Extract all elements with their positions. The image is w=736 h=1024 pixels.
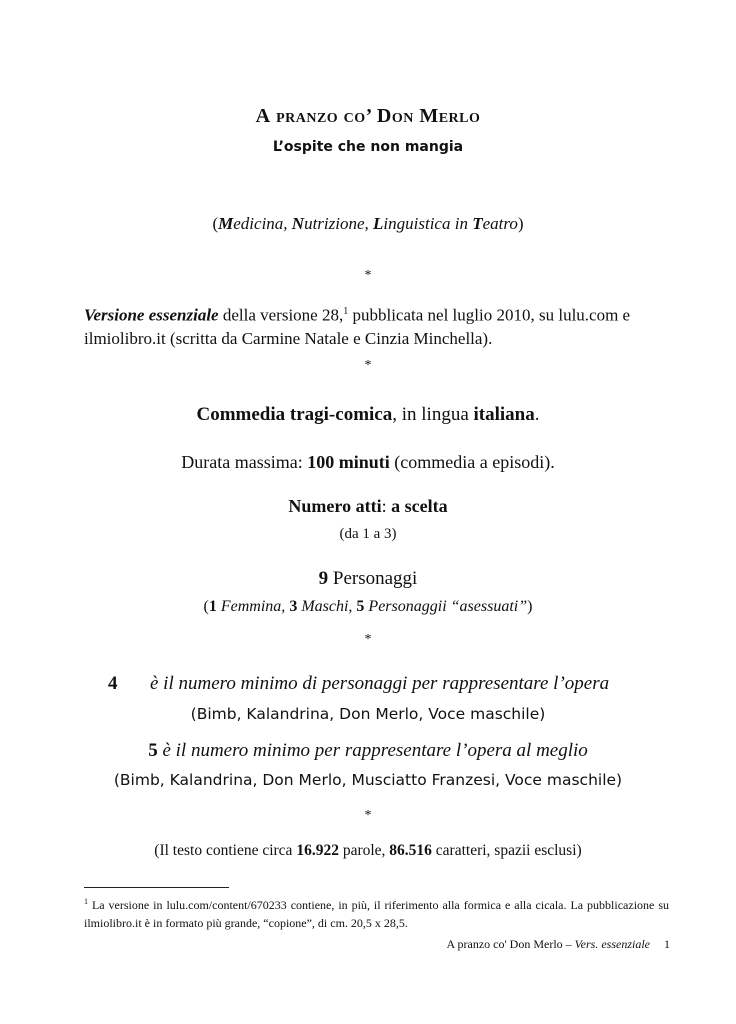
minimo-4-line: 4 è il numero minimo di personaggi per rappresentare l’opera (108, 673, 610, 694)
document-title: A pranzo co’ Don Merlo (255, 105, 481, 127)
footnote-ref: 1 (343, 306, 349, 317)
document-subtitle: L’ospite che non mangia (272, 139, 464, 155)
footnote-rule (84, 887, 229, 888)
versione-lead: Versione essenziale (84, 305, 219, 325)
durata-line: Durata massima: 100 minuti (commedia a episodi). (181, 452, 555, 472)
separator-star: * (364, 358, 372, 373)
footnote: $^1$ La versione in lulu.com/content/670233 contiene, in più, il riferimento alla formica e alla cicala. La pubblicazione su ilmiolibro.it è in formato più grande, “copione”, di cm. 20,5 x 28,5. (84, 897, 669, 930)
page-footer: A pranzo co' Don Merlo – Vers. essenziale 1 (446, 937, 670, 951)
atti-line: Numero atti: a scelta (288, 496, 448, 516)
minimo-5-line: 5 è il numero minimo per rappresentare l’opera al meglio (148, 740, 588, 761)
separator-star: * (364, 632, 372, 647)
separator-star: * (364, 808, 372, 823)
personaggi-detail: (1 Femmina, 3 Maschi, 5 Personaggii “asessuati”) (203, 598, 533, 615)
page-number: 1 (664, 937, 670, 951)
separator-star: * (364, 268, 372, 283)
minimo-5-list: (Bimb, Kalandrina, Don Merlo, Musciatto Franzesi, Voce maschile) (113, 771, 623, 789)
commedia-line: Commedia tragi-comica, in lingua italiana. (196, 404, 540, 425)
personaggi-line: 9 Personaggi (318, 568, 418, 589)
fields-line: (Medicina, Nutrizione, Linguistica in Teatro) (212, 214, 524, 233)
versione-paragraph: Versione essenziale della versione 28,$^1$ pubblicata nel luglio 2010, su lulu.com e ilmiolibro.it (scritta da Carmine Natale e Cinzia Minchella). (84, 305, 631, 348)
minimo-4-list: (Bimb, Kalandrina, Don Merlo, Voce maschile) (190, 705, 546, 723)
atti-range: (da 1 a 3) (339, 526, 397, 542)
testo-stats: (Il testo contiene circa 16.922 parole, 86.516 caratteri, spazii esclusi) (154, 842, 582, 859)
